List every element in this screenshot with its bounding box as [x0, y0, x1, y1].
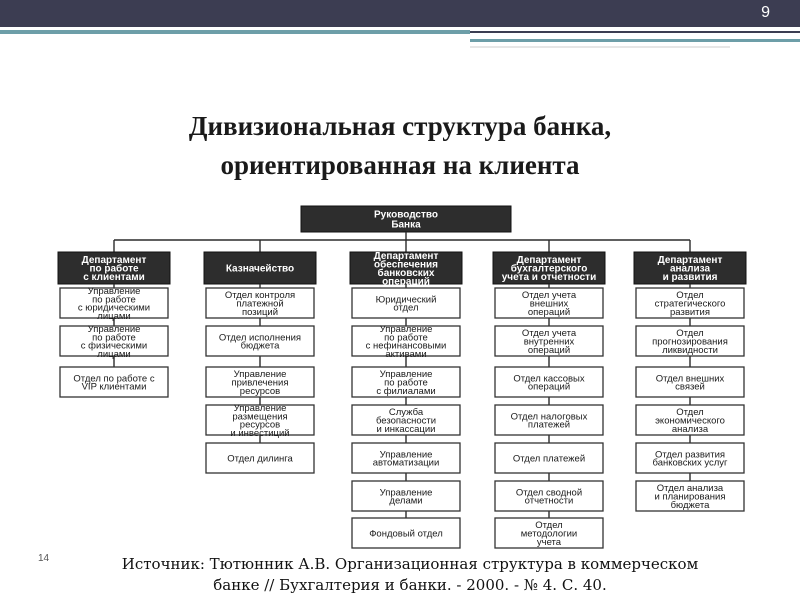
box-label: учета и отчетности	[501, 272, 597, 283]
box-label: анализа	[671, 423, 709, 435]
box-label: банковских услуг	[652, 457, 728, 469]
box-label: банковских	[377, 267, 435, 279]
box-label: бюджета	[670, 499, 710, 511]
slide-number: 9	[761, 4, 770, 21]
box-label: бюджета	[240, 340, 280, 352]
box-label: автоматизации	[372, 457, 440, 469]
box-label: Юридический	[375, 294, 437, 306]
box-label: Руководство	[373, 209, 439, 221]
box-label: анализа	[669, 263, 711, 275]
box-label: прогнозирования	[652, 336, 728, 348]
box-label: внешних	[529, 298, 569, 310]
box-label: отчетности	[524, 495, 574, 507]
box-label: с физическими	[80, 340, 148, 352]
box-label: по работе	[92, 332, 136, 344]
box-label: Отдел исполнения	[218, 332, 302, 344]
box-label: Отдел	[535, 520, 563, 532]
box-label: Отдел сводной	[515, 487, 583, 499]
box-label: ликвидности	[662, 344, 718, 356]
box-label: платежей	[527, 419, 571, 431]
box-label: Отдел	[676, 407, 704, 419]
box-label: Управление	[379, 487, 433, 499]
box-label: и развития	[662, 272, 718, 283]
box-label: платежной	[236, 298, 284, 310]
box-label: связей	[675, 381, 705, 393]
box-label: ресурсов	[239, 385, 281, 397]
box-label: делами	[389, 495, 423, 507]
page-marker: 14	[38, 553, 50, 564]
box-label: безопасности	[375, 415, 437, 427]
box-label: Отдел налоговых	[510, 411, 588, 423]
box-label: с юридическими	[77, 302, 151, 314]
box-label: операций	[382, 276, 430, 288]
box-label: Банка	[391, 219, 421, 231]
box-label: и планирования	[654, 491, 726, 503]
box-label: Отдел контроля	[224, 290, 296, 302]
box-label: позиций	[241, 306, 279, 318]
box-label: бухгалтерского	[510, 263, 588, 275]
box-label: по работе	[89, 263, 139, 275]
box-label: Фондовый отдел	[369, 528, 443, 540]
box-label: Отдел по работе с	[73, 373, 155, 385]
box-label: Управление	[233, 403, 287, 415]
source-line: Источник: Тютюнник А.В. Организационная структура в коммерческом	[121, 555, 699, 573]
box-label: активами	[385, 348, 427, 360]
box-label: Управление	[233, 369, 287, 381]
box-label: Управление	[87, 324, 141, 336]
box-label: обеспечения	[373, 259, 439, 271]
box-label: Отдел внешних	[655, 373, 725, 385]
box-label: Отдел дилинга	[227, 453, 293, 465]
box-label: с филиалами	[376, 385, 436, 397]
source-citation	[60, 554, 760, 596]
box-label: Отдел	[676, 290, 704, 302]
box-label: учета	[536, 536, 562, 548]
box-label: Отдел	[676, 328, 704, 340]
box-label: Отдел учета	[521, 328, 577, 340]
box-label: Отдел учета	[521, 290, 577, 302]
box-label: внутренних	[523, 336, 575, 348]
box-label: Отдел развития	[654, 449, 726, 461]
box-label: методологии	[520, 528, 578, 540]
box-label: стратегического	[654, 298, 726, 310]
box-label: Управление	[379, 324, 433, 336]
box-label: Департамент	[81, 255, 147, 266]
box-label: с нефинансовыми	[365, 340, 447, 352]
box-label: Отдел анализа	[656, 483, 724, 495]
box-label: привлечения	[231, 377, 289, 389]
box-label: ресурсов	[239, 419, 281, 431]
box-label: размещения	[232, 411, 288, 423]
box-label: по работе	[384, 377, 428, 389]
box-label: Отдел платежей	[512, 453, 586, 465]
box-label: по работе	[384, 332, 428, 344]
box-label: развития	[670, 306, 710, 318]
box-label: Отдел кассовых	[513, 373, 585, 385]
source-line: банке // Бухгалтерия и банки. - 2000. - № 4. С. 40.	[213, 576, 607, 594]
box-label: лицами	[97, 348, 131, 360]
box-label: операций	[527, 381, 571, 393]
box-label: с клиентами	[83, 272, 145, 283]
box-label: Департамент	[373, 250, 439, 262]
box-label: Департамент	[657, 255, 723, 266]
box-label: лицами	[97, 310, 131, 322]
box-label: операций	[527, 344, 571, 356]
box-label: Управление	[87, 286, 141, 298]
box-label: и инвестиций	[230, 427, 290, 439]
box-label: Служба	[388, 407, 424, 419]
box-label: Казначейство	[225, 263, 295, 275]
box-label: Управление	[379, 369, 433, 381]
box-label: Управление	[379, 449, 433, 461]
box-label: и инкассации	[376, 423, 436, 435]
slide-title-line: Дивизиональная структура банка,	[188, 111, 612, 141]
box-label: VIP клиентами	[81, 381, 147, 393]
box-label: операций	[527, 306, 571, 318]
slide-title-line: ориентированная на клиента	[220, 150, 580, 180]
box-label: экономического	[655, 415, 725, 427]
box-label: по работе	[92, 294, 136, 306]
box-label: Департамент	[516, 255, 582, 266]
box-label: отдел	[393, 302, 419, 314]
